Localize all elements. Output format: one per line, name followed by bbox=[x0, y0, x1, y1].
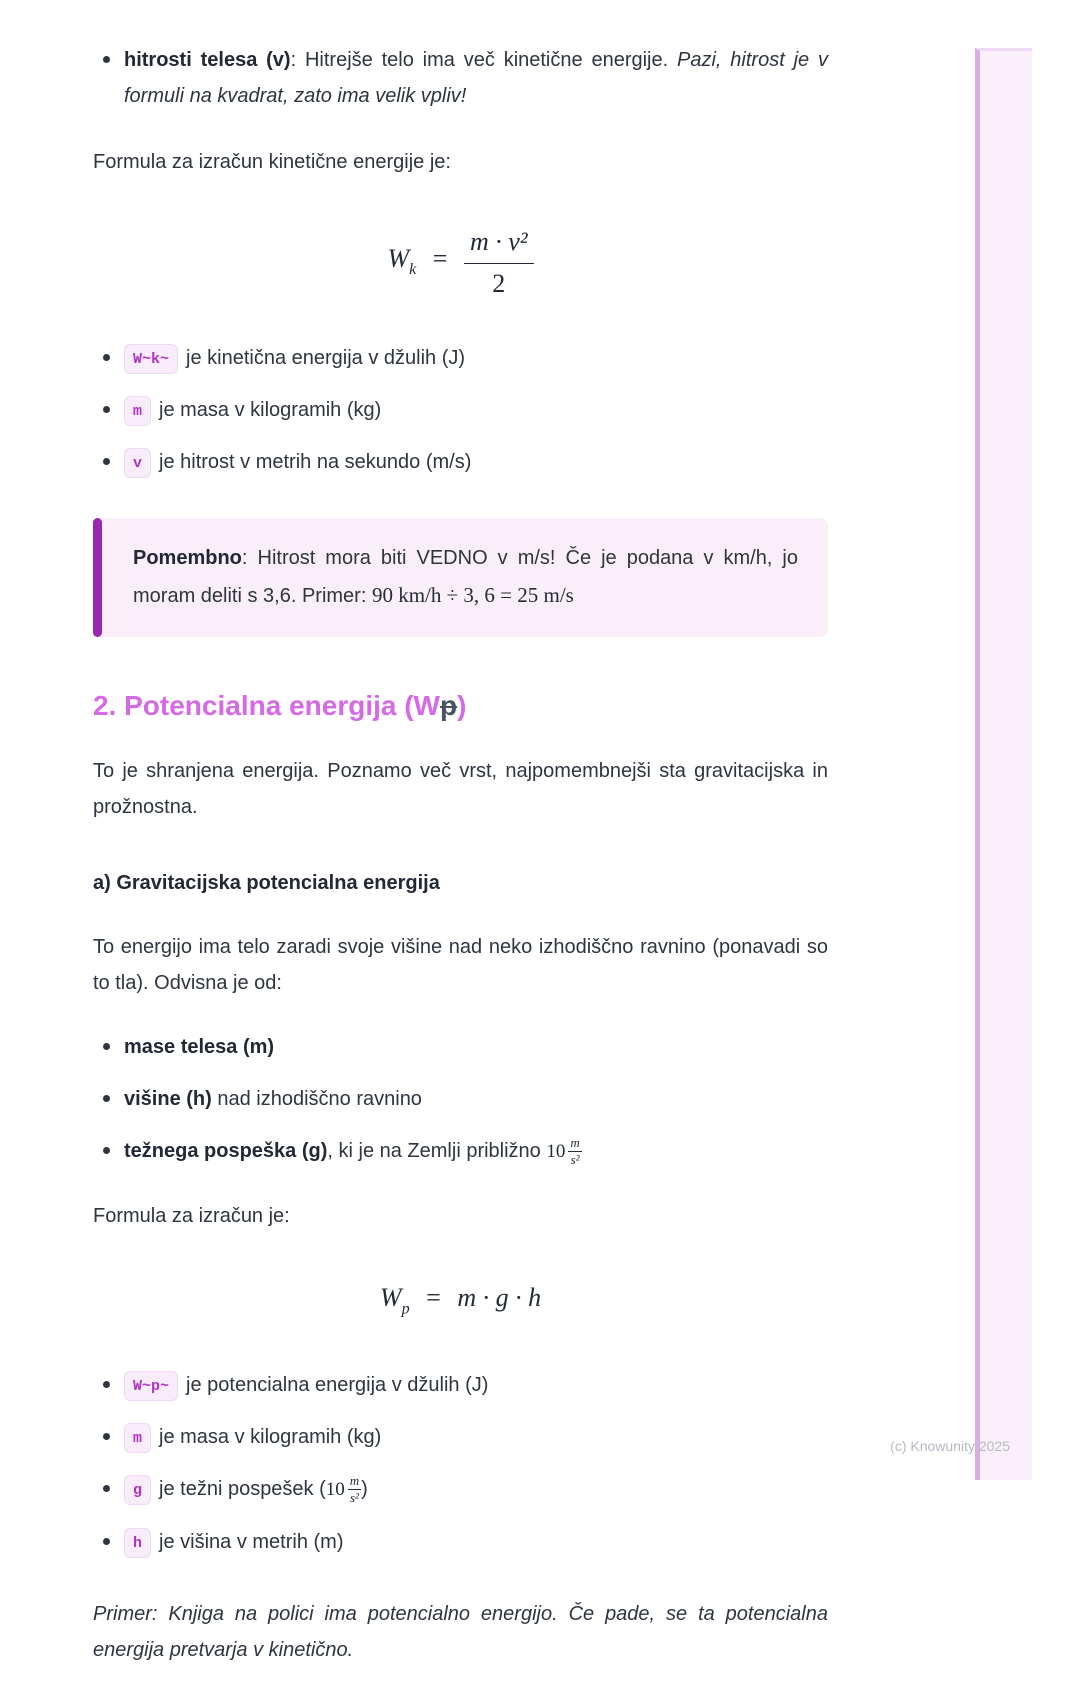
code-badge-v: v bbox=[124, 448, 151, 478]
code-badge-wp: W~p~ bbox=[124, 1371, 178, 1401]
factor-description: : Hitrejše telo ima več kinetične energije. bbox=[290, 49, 678, 71]
legend-text: je masa v kilogramih (kg) bbox=[159, 1426, 382, 1449]
formula-subscript-p: p bbox=[401, 1300, 410, 1318]
gravity-unit-fraction bbox=[348, 1474, 361, 1506]
legend-item-wk bbox=[93, 340, 828, 376]
factor-term: višine (h) bbox=[124, 1088, 212, 1110]
potential-energy-formula bbox=[93, 1280, 828, 1327]
potential-legend-list bbox=[93, 1367, 828, 1560]
document-content bbox=[93, 42, 828, 1696]
gravity-unit-fraction bbox=[568, 1136, 581, 1168]
heading-strikethrough-p: p bbox=[439, 690, 458, 721]
subsection-heading-gravitational: a) Gravitacijska potencialna energija bbox=[93, 872, 440, 894]
factor-item-mass bbox=[93, 1029, 828, 1065]
unit-numerator: m bbox=[568, 1136, 581, 1152]
legend-text: je višina v metrih (m) bbox=[159, 1531, 344, 1554]
example-paragraph: Primer: Knjiga na polici ima potencialno energijo. Če pade, se ta potencialna energija pretvarja v kinetično. bbox=[93, 1603, 828, 1662]
equals-sign: = bbox=[432, 243, 448, 273]
gravity-value: 10 bbox=[325, 1479, 345, 1501]
legend-text-pre: je težni pospešek ( bbox=[159, 1478, 326, 1501]
factor-term: mase telesa (m) bbox=[124, 1036, 275, 1058]
legend-item-g bbox=[93, 1471, 828, 1508]
unit-denominator: s² bbox=[349, 1490, 359, 1506]
callout-label: Pomembno bbox=[133, 547, 242, 569]
callout-text bbox=[133, 540, 798, 615]
unit-numerator: m bbox=[348, 1474, 361, 1490]
code-badge-m: m bbox=[124, 396, 151, 426]
factor-item-height bbox=[93, 1081, 828, 1117]
equals-sign: = bbox=[426, 1283, 441, 1312]
kinetic-formula-intro: Formula za izračun kinetične energije je: bbox=[93, 151, 451, 173]
legend-item-wp bbox=[93, 1367, 828, 1403]
legend-item-m bbox=[93, 1419, 828, 1455]
kinetic-legend-list bbox=[93, 340, 828, 480]
unit-denominator: s² bbox=[570, 1152, 580, 1168]
kinetic-energy-formula bbox=[93, 226, 828, 300]
potential-formula-intro: Formula za izračun je: bbox=[93, 1205, 290, 1227]
copyright-note: (c) Knowunity 2025 bbox=[890, 1438, 1010, 1454]
factor-item-gravity bbox=[93, 1133, 828, 1170]
legend-text: je hitrost v metrih na sekundo (m/s) bbox=[159, 451, 472, 473]
legend-item-h bbox=[93, 1524, 828, 1560]
page-edge-strip bbox=[975, 48, 1032, 1480]
formula-subscript-k: k bbox=[409, 261, 417, 279]
speed-factor-list bbox=[93, 42, 828, 114]
legend-text: je potencialna energija v džulih (J) bbox=[186, 1374, 489, 1397]
code-badge-h: h bbox=[124, 1528, 151, 1558]
formula-symbol-w: W bbox=[379, 1283, 402, 1312]
gravity-value: 10 bbox=[546, 1141, 566, 1162]
factor-rest: nad izhodiščno ravnino bbox=[211, 1088, 422, 1110]
potential-intro-paragraph: To je shranjena energija. Poznamo več vrst, najpomembnejši sta gravitacijska in prožnostna. bbox=[93, 760, 828, 818]
factor-term: težnega pospeška (g) bbox=[124, 1140, 328, 1162]
factor-rest: , ki je na Zemlji približno bbox=[327, 1140, 547, 1162]
code-badge-m: m bbox=[124, 1423, 151, 1453]
legend-text: je kinetična energija v džulih (J) bbox=[186, 347, 466, 369]
list-item-speed-factor bbox=[93, 42, 828, 114]
section-heading-potential-energy bbox=[93, 689, 828, 723]
fraction-denominator: 2 bbox=[492, 268, 506, 298]
formula-fraction bbox=[464, 226, 534, 300]
factor-term: hitrosti telesa (v) bbox=[124, 49, 291, 71]
fraction-numerator: m · v² bbox=[464, 226, 534, 264]
formula-symbol-w: W bbox=[387, 243, 410, 273]
potential-factor-list bbox=[93, 1029, 828, 1170]
heading-text-close: ) bbox=[457, 690, 467, 721]
factor-note-italic: Pazi, hitrost je v formuli na kvadrat, zato ima velik vpliv! bbox=[124, 49, 828, 107]
gravitational-description-paragraph: To energijo ima telo zaradi svoje višine nad neko izhodiščno ravnino (ponavadi so to tla). Odvisna je od: bbox=[93, 936, 828, 994]
formula-rhs: m · g · h bbox=[457, 1283, 542, 1312]
code-badge-wk: W~k~ bbox=[124, 344, 178, 374]
legend-text: je masa v kilogramih (kg) bbox=[159, 399, 382, 421]
legend-item-v bbox=[93, 444, 828, 480]
callout-body: : Hitrost mora biti VEDNO v m/s! Če je podana v km/h, jo moram deliti s 3,6. Primer: bbox=[133, 547, 798, 607]
important-callout bbox=[93, 518, 828, 637]
heading-text: 2. Potencialna energija (W bbox=[93, 690, 440, 721]
legend-text-post: ) bbox=[361, 1478, 368, 1501]
legend-item-m bbox=[93, 392, 828, 428]
callout-math: 90 km/h ÷ 3, 6 = 25 m/s bbox=[371, 583, 574, 607]
code-badge-g: g bbox=[124, 1475, 151, 1505]
